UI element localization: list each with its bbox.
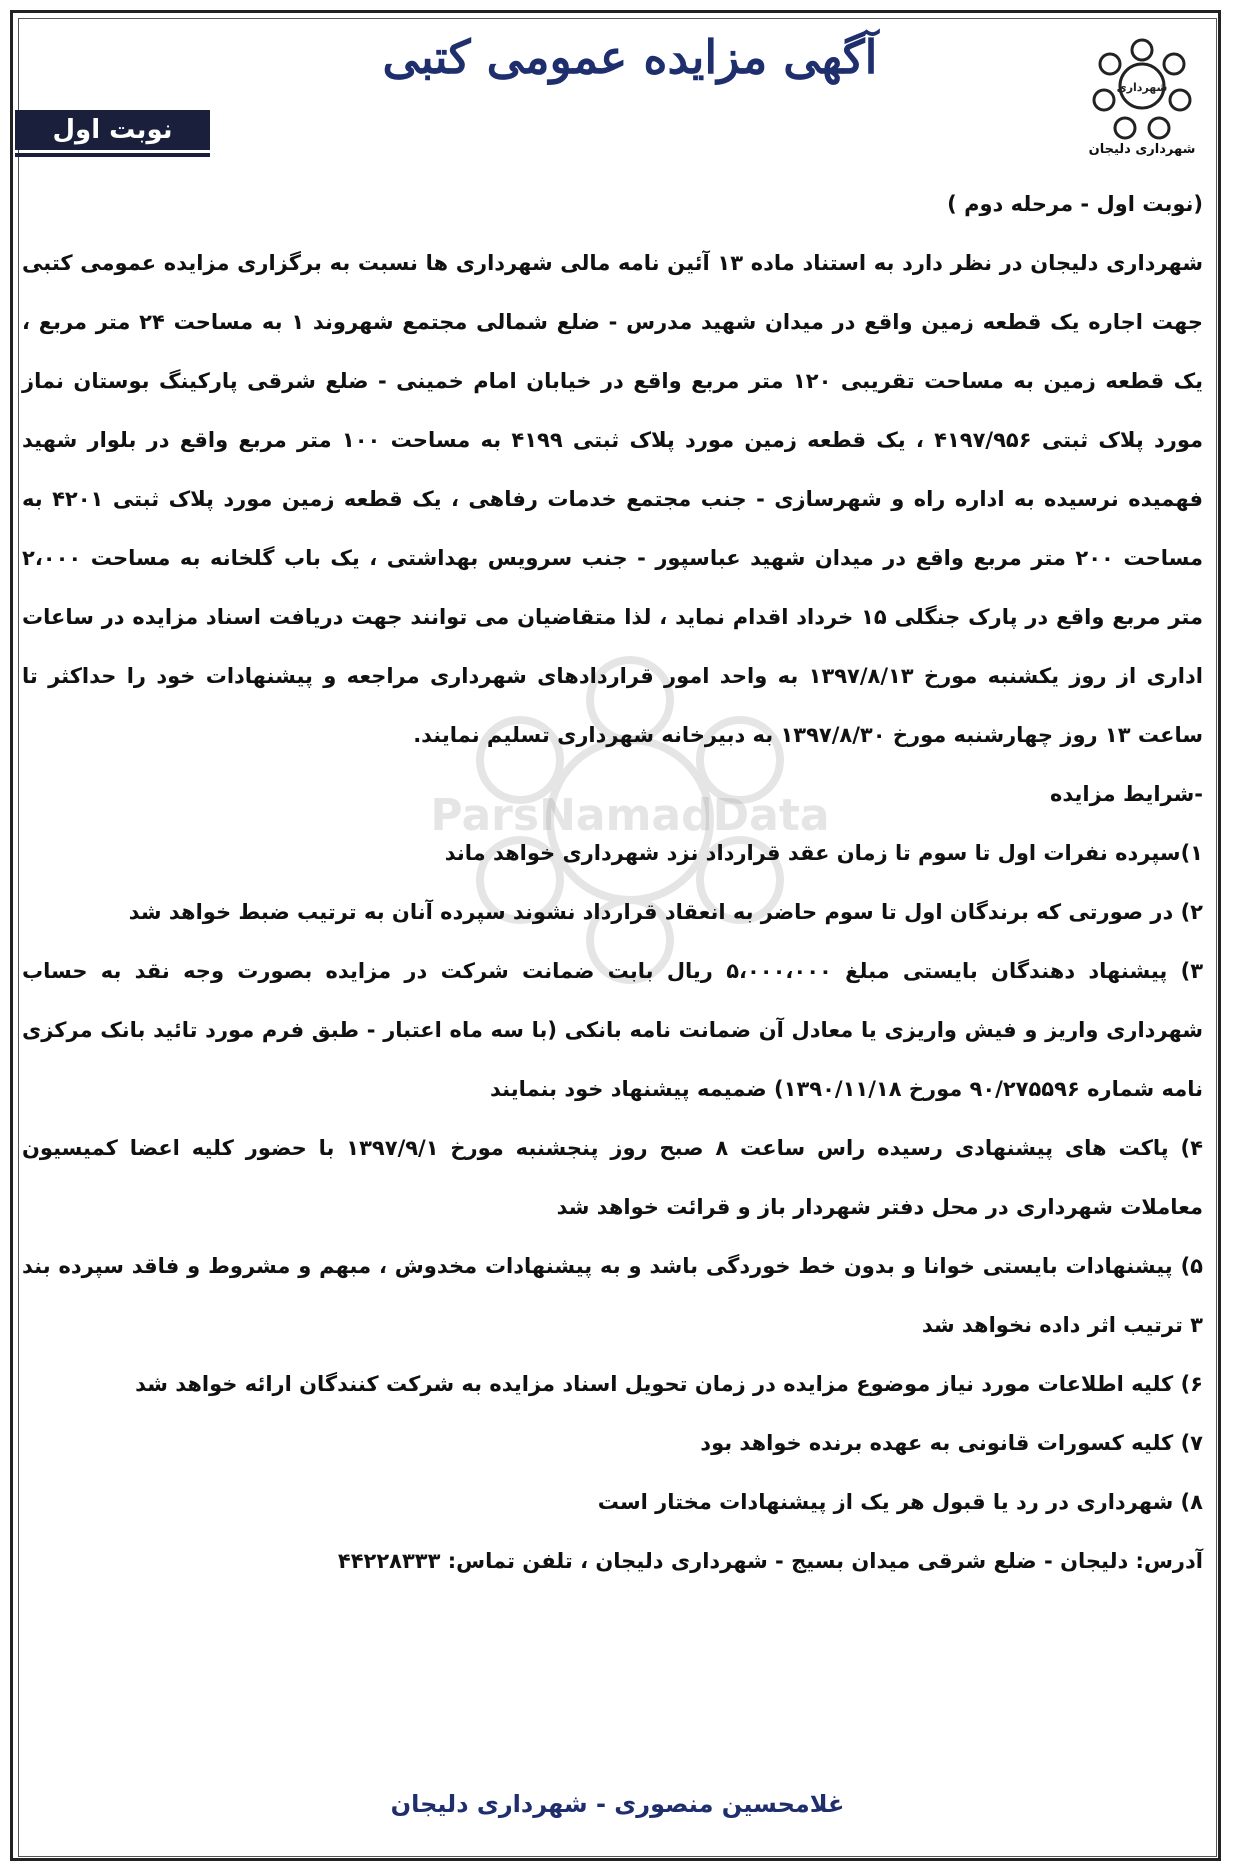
round-tag-underline [15, 153, 210, 157]
condition-item-1: ۱)سپرده نفرات اول تا سوم تا زمان عقد قرارداد نزد شهرداری خواهد ماند [444, 841, 1203, 865]
main-paragraph: شهرداری دلیجان در نظر دارد به استناد ماده ۱۳ آئین نامه مالی شهرداری ها نسبت به برگزاری مزایده عمومی کتبی جهت اجاره یک قطعه زمین واقع در میدان شهید مدرس - ضلع شمالی مجتمع شهروند ۱ به مساحت ۲۴ متر مربع ، یک قطعه زمین به مساحت تقریبی ۱۲۰ متر مربع واقع در خیابان امام خمینی - ضلع شرقی پارکینگ بوستان نماز مورد پلاک ثبتی ۴۱۹۷/۹۵۶ ، یک قطعه زمین مورد پلاک ثبتی ۴۱۹۹ به مساحت ۱۰۰ متر مربع واقع در بلوار شهید فهمیده نرسیده به اداره راه و شهرسازی - جنب مجتمع خدمات رفاهی ، یک قطعه زمین مورد پلاک ثبتی ۴۲۰۱ به مساحت ۲۰۰ متر مربع واقع در میدان شهید عباسپور - جنب سرویس بهداشتی ، یک باب گلخانه به مساحت ۲،۰۰۰ متر مربع واقع در پارک جنگلی ۱۵ خرداد اقدام نماید ، لذا متقاضیان می توانند جهت دریافت اسناد مزایده در ساعات اداری از روز یکشنبه مورخ ۱۳۹۷/۸/۱۳ به واحد امور قراردادهای شهرداری مراجعه و پیشنهادات خود را حداکثر تا ساعت ۱۳ روز چهارشنبه مورخ ۱۳۹۷/۸/۳۰ به دبیرخانه شهرداری تسلیم نمایند. [22, 251, 1204, 747]
condition-item-6: ۶) کلیه اطلاعات مورد نیاز موضوع مزایده در زمان تحویل اسناد مزایده به شرکت کنندگان ارائه خواهد شد [135, 1372, 1203, 1396]
condition-item-5: ۵) پیشنهادات بایستی خوانا و بدون خط خوردگی باشد و به پیشنهادات مخدوش ، مبهم و مشروط و فاقد سپرده بند ۳ ترتیب اثر داده نخواهد شد [22, 1254, 1203, 1337]
condition-item-8: ۸) شهرداری در رد یا قبول هر یک از پیشنهادات مختار است [597, 1490, 1203, 1514]
round-tag: نوبت اول [15, 110, 210, 150]
logo-emblem-icon [1087, 34, 1197, 158]
logo-caption: شهرداری دلیجان [1088, 142, 1196, 157]
notice-body [22, 175, 1203, 1591]
conditions-heading: -شرایط مزایده [1050, 782, 1203, 806]
condition-item-4: ۴) پاکت های پیشنهادی رسیده راس ساعت ۸ صبح روز پنجشنبه مورخ ۱۳۹۷/۹/۱ با حضور کلیه اعضا کمیسیون معاملات شهرداری در محل دفتر شهردار باز و قرائت خواهد شد [22, 1136, 1203, 1219]
condition-item-3: ۳) پیشنهاد دهندگان بایستی مبلغ ۵،۰۰۰،۰۰۰ ریال بابت ضمانت شرکت در مزایده بصورت وجه نقد به حساب شهرداری واریز و فیش واریزی یا معادل آن ضمانت نامه بانکی (با سه ماه اعتبار - طبق فرم مورد تائید بانک مرکزی نامه شماره ۹۰/۲۷۵۵۹۶ مورخ ۱۳۹۰/۱۱/۱۸) ضمیمه پیشنهاد خود بنمایند [22, 959, 1204, 1101]
condition-item-2: ۲) در صورتی که برندگان اول تا سوم حاضر به انعقاد قرارداد نشوند سپرده آنان به ترتیب ضبط خواهد شد [128, 900, 1203, 924]
logo-inner-text: شهرداری [1116, 81, 1168, 94]
stage-label: (نوبت اول - مرحله دوم ) [947, 192, 1203, 216]
watermark-text: ParsNamadData [430, 790, 830, 841]
address-line: آدرس: دلیجان - ضلع شرقی میدان بسیج - شهرداری دلیجان ، تلفن تماس: ۴۴۲۲۸۳۳۳ [337, 1549, 1203, 1573]
signature-line: غلامحسین منصوری - شهرداری دلیجان [390, 1790, 845, 1818]
notice-title: آگهی مزایده عمومی کتبی [382, 30, 878, 84]
municipality-logo [1087, 34, 1197, 158]
condition-item-7: ۷) کلیه کسورات قانونی به عهده برنده خواهد بود [700, 1431, 1203, 1455]
